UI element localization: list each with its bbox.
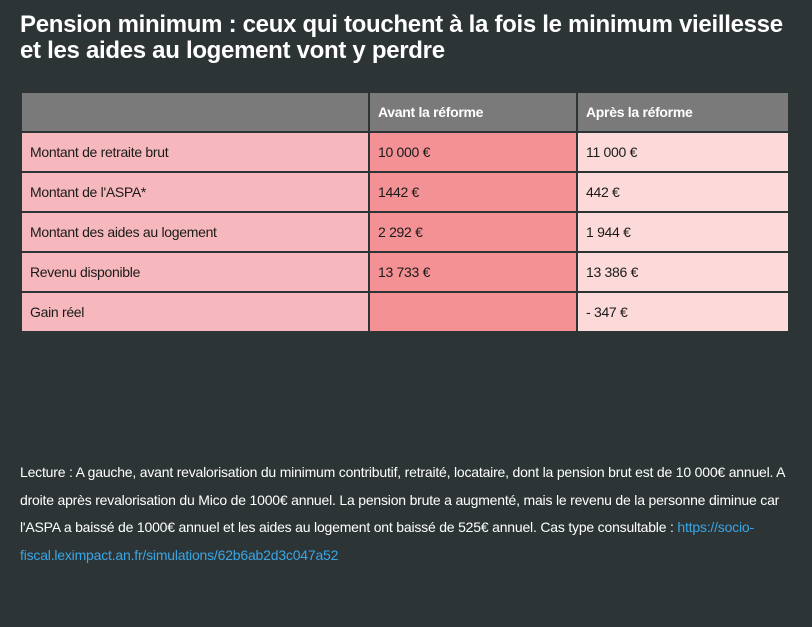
value-after: 1 944 € [577, 212, 789, 252]
value-after: 13 386 € [577, 252, 789, 292]
row-label: Montant de retraite brut [21, 132, 369, 172]
table-header-row [21, 92, 789, 132]
value-before: 1442 € [369, 172, 577, 212]
table-row [21, 212, 789, 252]
row-label: Gain réel [21, 292, 369, 332]
comparison-table [20, 91, 790, 333]
row-label: Montant de l'ASPA* [21, 172, 369, 212]
row-label: Montant des aides au logement [21, 212, 369, 252]
value-after: 442 € [577, 172, 789, 212]
header-before: Avant la réforme [369, 92, 577, 132]
header-empty [21, 92, 369, 132]
table-row [21, 132, 789, 172]
page-title: Pension minimum : ceux qui touchent à la fois le minimum vieillesse et les aides au logement vont y perdre [20, 11, 783, 64]
value-after: - 347 € [577, 292, 789, 332]
row-label: Revenu disponible [21, 252, 369, 292]
value-after: 11 000 € [577, 132, 789, 172]
footnote [20, 459, 790, 569]
table-row [21, 172, 789, 212]
table-row [21, 292, 789, 332]
value-before [369, 292, 577, 332]
simulation-link[interactable]: https://socio-fiscal.leximpact.an.fr/simulations/62b6ab2d3c047a52 [20, 519, 754, 563]
value-before: 10 000 € [369, 132, 577, 172]
value-before: 13 733 € [369, 252, 577, 292]
header-after: Après la réforme [577, 92, 789, 132]
table-row [21, 252, 789, 292]
value-before: 2 292 € [369, 212, 577, 252]
footnote-text: Lecture : A gauche, avant revalorisation du minimum contributif, retraité, locataire, dont la pension brut est de 10 000€ annuel. A droite après revalorisation du Mico de 1000€ annuel. La pension brute a augmenté, mais le revenu de la personne diminue car l'ASPA a baissé de 1000€ annuel et les aides au logement ont baissé de 525€ annuel. Cas type consultable : [20, 464, 785, 535]
